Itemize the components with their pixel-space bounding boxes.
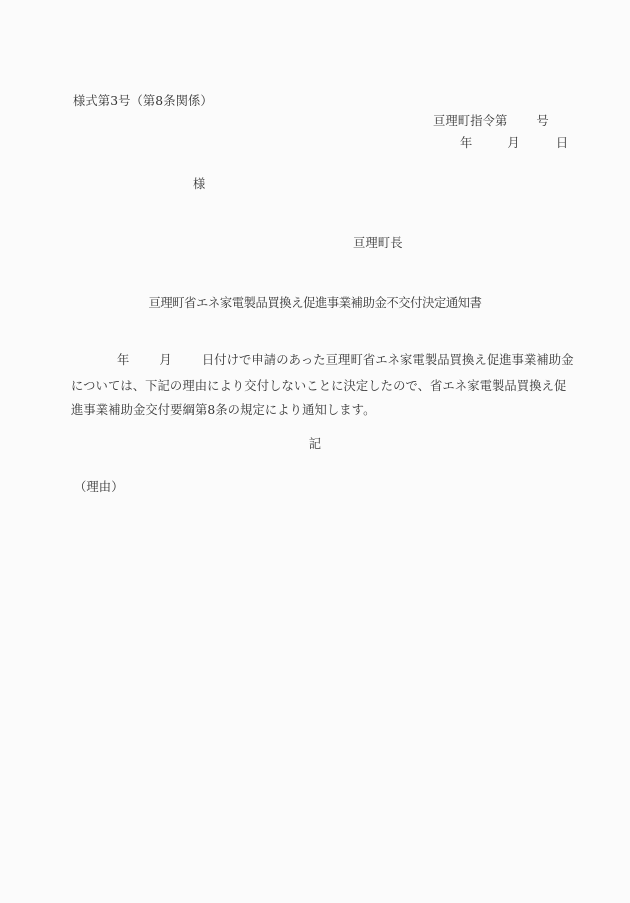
directive-number-line	[433, 114, 549, 128]
body-paragraph-line-2: については、下記の理由により交付しないことに決定したので、省エネ家電製品買換え促	[71, 379, 567, 393]
form-number: 様式第3号（第8条関係）	[73, 94, 213, 108]
body-paragraph-line-1	[71, 353, 574, 367]
record-marker: 記	[308, 437, 322, 451]
directive-suffix: 号	[536, 114, 549, 128]
body-paragraph-line-3: 進事業補助金交付要綱第8条の規定により通知します。	[71, 403, 376, 417]
reason-label: （理由）	[74, 480, 124, 494]
addressee-honorific: 様	[193, 177, 206, 191]
document-title: 亘理町省エネ家電製品買換え促進事業補助金不交付決定通知書	[148, 296, 482, 310]
body-date-year-label: 年	[117, 353, 130, 367]
body-line-1-text: 日付けで申請のあった亘理町省エネ家電製品買換え促進事業補助金	[201, 353, 574, 367]
date-year-label: 年	[460, 136, 473, 150]
date-month-label: 月	[507, 136, 520, 150]
directive-prefix: 亘理町指令第	[433, 114, 508, 128]
body-date-month-label: 月	[159, 353, 172, 367]
date-day-label: 日	[555, 136, 569, 150]
header-date-line	[460, 136, 568, 150]
sender-title: 亘理町長	[353, 236, 403, 250]
